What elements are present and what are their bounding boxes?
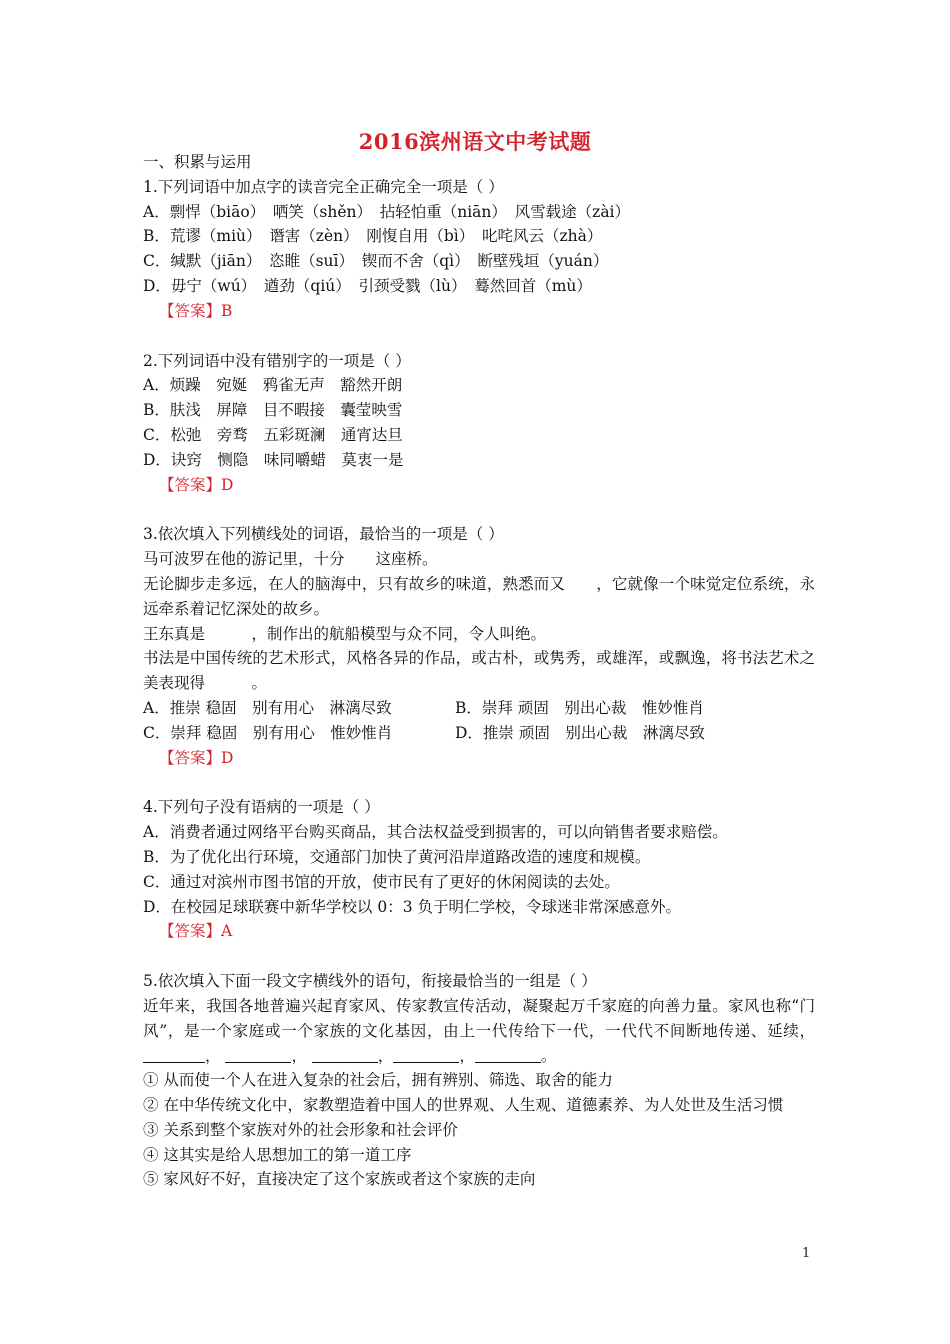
q3-line-1: 马可波罗在他的游记里，十分 这座桥。 — [143, 550, 438, 569]
q2-option-b: B．肤浅 屏障 目不暇接 囊莹映雪 — [143, 401, 403, 420]
q1-stem: 1.下列词语中加点字的读音完全正确完全一项是（ ） — [143, 177, 504, 196]
q3-line-4: 书法是中国传统的艺术形式，风格各异的作品，或古朴，或隽秀，或雄浑，或飘逸，将书法艺术之美表现得 。 — [143, 649, 815, 693]
q1-option-a: A．剽悍（biāo） 哂笑（shěn） 拈轻怕重（niān） 风雪载途（zài） — [143, 202, 631, 221]
q4-option-d: D．在校园足球联赛中新华学校以 0：3 负于明仁学校，令球迷非常深感意外。 — [143, 897, 682, 916]
q3-option-b: B．崇拜 顽固 别出心裁 惟妙惟肖 — [455, 698, 704, 717]
q1-option-b: B．荒谬（miù） 谮害（zèn） 刚愎自用（bì） 叱咤风云（zhà） — [143, 227, 603, 246]
q2-answer-value: D — [221, 475, 234, 494]
q5-blank-2 — [225, 1046, 291, 1063]
section-heading: 一、积累与运用 — [143, 153, 252, 171]
q3-line-3: 王东真是 ，制作出的航船模型与众不同，令人叫绝。 — [143, 624, 547, 643]
q2-answer-label: 【答案】 — [159, 475, 222, 494]
q4-answer — [143, 919, 815, 944]
q3-options-row-1 — [143, 696, 815, 721]
q2-answer — [143, 473, 815, 498]
q5-blank-4 — [393, 1046, 459, 1063]
page-number: 1 — [802, 1246, 811, 1261]
q3-option-c: C．崇拜 稳固 别有用心 惟妙惟肖 — [143, 723, 393, 742]
q2-stem: 2.下列词语中没有错别字的一项是（ ） — [143, 351, 411, 370]
q5-item-3: ③ 关系到整个家族对外的社会形象和社会评价 — [143, 1120, 458, 1139]
q3-option-d: D．推崇 顽固 别出心裁 淋漓尽致 — [455, 723, 705, 742]
q2-option-c: C．松弛 旁骛 五彩斑澜 通宵达旦 — [143, 425, 403, 444]
q3-stem: 3.依次填入下列横线处的词语，最恰当的一项是（ ） — [143, 525, 504, 544]
q3-answer-label: 【答案】 — [159, 748, 222, 767]
q1-answer — [143, 299, 815, 324]
q4-answer-value: A — [221, 922, 233, 941]
q5-item-5: ⑤ 家风好不好，直接决定了这个家族或者这个家族的走向 — [143, 1170, 536, 1189]
q1-option-d: D．毋宁（wú） 遒劲（qiú） 引颈受戮（lù） 蓦然回首（mù） — [143, 276, 592, 295]
q1-option-c: C．缄默（jiān） 恣睢（suī） 锲而不舍（qì） 断壁残垣（yuán） — [143, 252, 609, 271]
q2-option-d: D．诀窍 恻隐 味同嚼蜡 莫衷一是 — [143, 450, 404, 469]
q4-answer-label: 【答案】 — [159, 922, 222, 941]
q5-item-4: ④ 这其实是给人思想加工的第一道工序 — [143, 1145, 412, 1164]
q5-stem: 5.依次填入下面一段文字横线外的语句，衔接最恰当的一组是（ ） — [143, 972, 597, 991]
page-title: 2016滨州语文中考试题 — [358, 129, 592, 154]
q3-options-row-2 — [143, 721, 815, 746]
q4-option-b: B．为了优化出行环境，交通部门加快了黄河沿岸道路改造的速度和规模。 — [143, 847, 651, 866]
q2-option-a: A．烦躁 宛娫 鸦雀无声 豁然开朗 — [143, 376, 403, 395]
document-body — [143, 150, 815, 1192]
q5-item-2: ② 在中华传统文化中，家教塑造着中国人的世界观、人生观、道德素养、为人处世及生活习惯 — [143, 1096, 784, 1115]
q5-blank-3 — [312, 1046, 378, 1063]
q5-passage: 近年来，我国各地普遍兴起育家风、传家教宣传活动，凝聚起万千家庭的向善力量。家风也称“门风”，是一个家庭或一个家族的文化基因，由上一代传给下一代，一代代不间断地传递、延续，， ， ， ， 。 — [143, 996, 815, 1065]
q5-passage-text: 近年来，我国各地普遍兴起育家风、传家教宣传活动，凝聚起万千家庭的向善力量。家风也称“门风”，是一个家庭或一个家族的文化基因，由上一代传给下一代，一代代不间断地传递、延续， — [143, 996, 815, 1040]
q5-item-1: ① 从而使一个人在进入复杂的社会后，拥有辨别、筛选、取舍的能力 — [143, 1071, 613, 1090]
q4-option-c: C．通过对滨州市图书馆的开放，使市民有了更好的休闲阅读的去处。 — [143, 872, 620, 891]
q3-option-a: A．推崇 稳固 别有用心 淋漓尽致 — [143, 698, 392, 717]
q3-line-2: 无论脚步走多远，在人的脑海中，只有故乡的味道，熟悉而又 ，它就像一个味觉定位系统，永远牵系着记忆深处的故乡。 — [143, 574, 815, 618]
q1-answer-value: B — [221, 301, 233, 320]
q4-stem: 4.下列句子没有语病的一项是（ ） — [143, 798, 380, 817]
q3-answer — [143, 746, 815, 771]
q3-answer-value: D — [221, 748, 234, 767]
q4-option-a: A．消费者通过网络平台购买商品，其合法权益受到损害的，可以向销售者要求赔偿。 — [143, 823, 728, 842]
q5-blank-5 — [475, 1046, 541, 1063]
q1-answer-label: 【答案】 — [159, 301, 222, 320]
q5-blank-1 — [143, 1046, 205, 1063]
